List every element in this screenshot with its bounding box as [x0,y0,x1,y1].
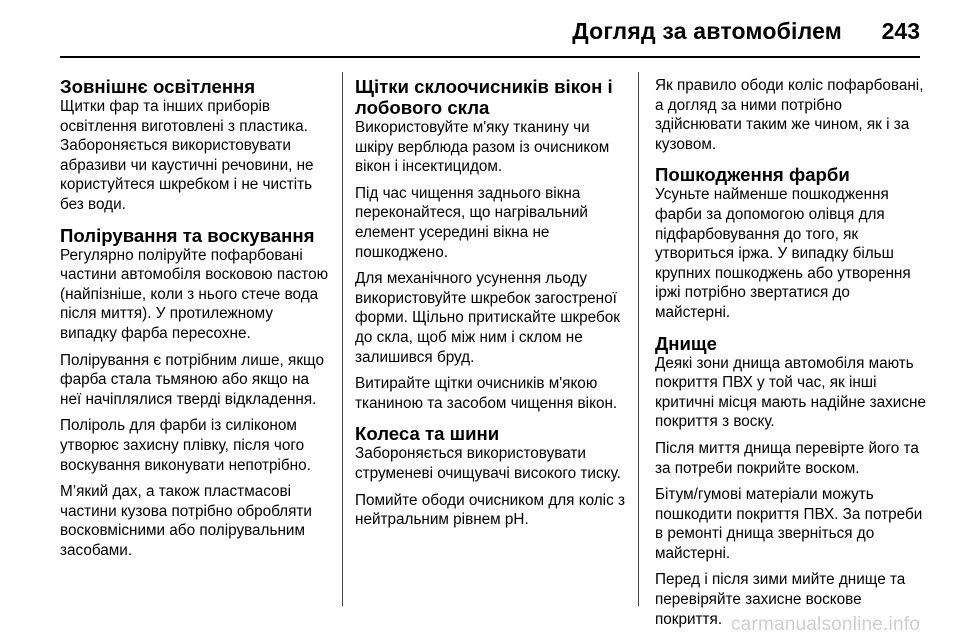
column-3 [655,76,927,639]
paragraph: Усуньте найменше пошкодження фарби за допомогою олівця для підфарбовування до того, як утвориться іржа. У випадку більш крупних пошкоджень або утворення іржі потрібно звертатися до майстерні. [655,186,911,321]
paragraph: Поліроль для фарби із силіконом утворює захисну плівку, після чого воскування виконувати непотрібно. [60,417,311,474]
paragraph: Перед і після зими мийте днище та перевіряйте захисне воскове покриття. [655,571,906,628]
paragraph: Використовуйте м'яку тканину чи шкіру верблюда разом із очисником вікон і інсектицидом. [355,119,610,176]
watermark-text: carmanualsonline.info [730,614,920,635]
section-wiper-blades [355,76,627,413]
section-heading: Зовнішнє освітлення [60,76,256,97]
section-heading: Днище [655,332,717,354]
page-title: Догляд за автомобілем [572,18,842,44]
section-paint-damage [655,164,927,322]
column-divider-1 [342,72,343,606]
section-wheels-continued [655,76,927,154]
section-heading: Полірування та воскування [60,224,315,246]
column-2 [355,76,627,540]
paragraph: Як правило ободи коліс пофарбовані, а догляд за ними потрібно здійснювати таким же чином, як і за кузовом. [655,77,924,153]
paragraph: Деякі зони днища автомобіля мають покриття ПВХ у той час, як інші критичні місця мають надійне захисне покриття з воску. [655,354,926,431]
paragraph: Регулярно поліруйте пофарбовані частини автомобіля восковою пастою (найпізніше, коли з нього стече вода після миття). У протилежному випадку фарба пересохне. [60,246,329,342]
section-heading: Колеса та шини [355,423,500,445]
page-header [0,0,960,56]
paragraph: Щитки фар та інших приборів освітлення виготовлені з пластика. Забороняється використовувати абразиви чи каустичні речовини, не користуйтеся шкребком і не чистіть без води. [60,98,314,213]
section-exterior-lighting [60,76,330,215]
paragraph: Для механічного усунення льоду використовуйте шкребок загостреної форми. Щільно притискайте шкребок до скла, щоб між ним і склом не залишився бруд. [355,270,620,366]
paragraph: Полірування є потрібним лише, якщо фарба стала тьмяною або якщо на неї начіплялися тверді відкладення. [60,351,324,408]
section-wheels-tyres [355,423,627,529]
section-underbody [655,333,927,630]
paragraph: Помийте ободи очисником для коліс з нейтральним рівнем pH. [355,491,625,529]
section-heading: Щітки склоочисників вікон і лобового скла [355,76,613,118]
paragraph: Забороняється використовувати струменеві очищувачі високого тиску. [355,445,621,482]
page-number: 243 [881,18,920,44]
paragraph: Під час чищення заднього вікна переконайтеся, що нагрівальний елемент усередині вікна не пошкоджено. [355,184,588,261]
column-divider-2 [638,72,639,606]
column-1 [60,76,330,570]
paragraph: М’який дах, а також пластмасові частини кузова потрібно обробляти восковмісними або полірувальним засобами. [60,483,312,559]
section-heading: Пошкодження фарби [655,164,850,186]
paragraph: Бітум/гумові матеріали можуть пошкодити покриття ПВХ. За потреби в ремонті днища зверніться до майстерні. [655,486,923,562]
paragraph: Витирайте щітки очисників м'якою тканиною та засобом чищення вікон. [355,375,618,412]
paragraph: Після миття днища перевірте його та за потреби покрийте воском. [655,439,919,477]
section-polishing-waxing [60,225,330,561]
header-divider [60,56,920,58]
